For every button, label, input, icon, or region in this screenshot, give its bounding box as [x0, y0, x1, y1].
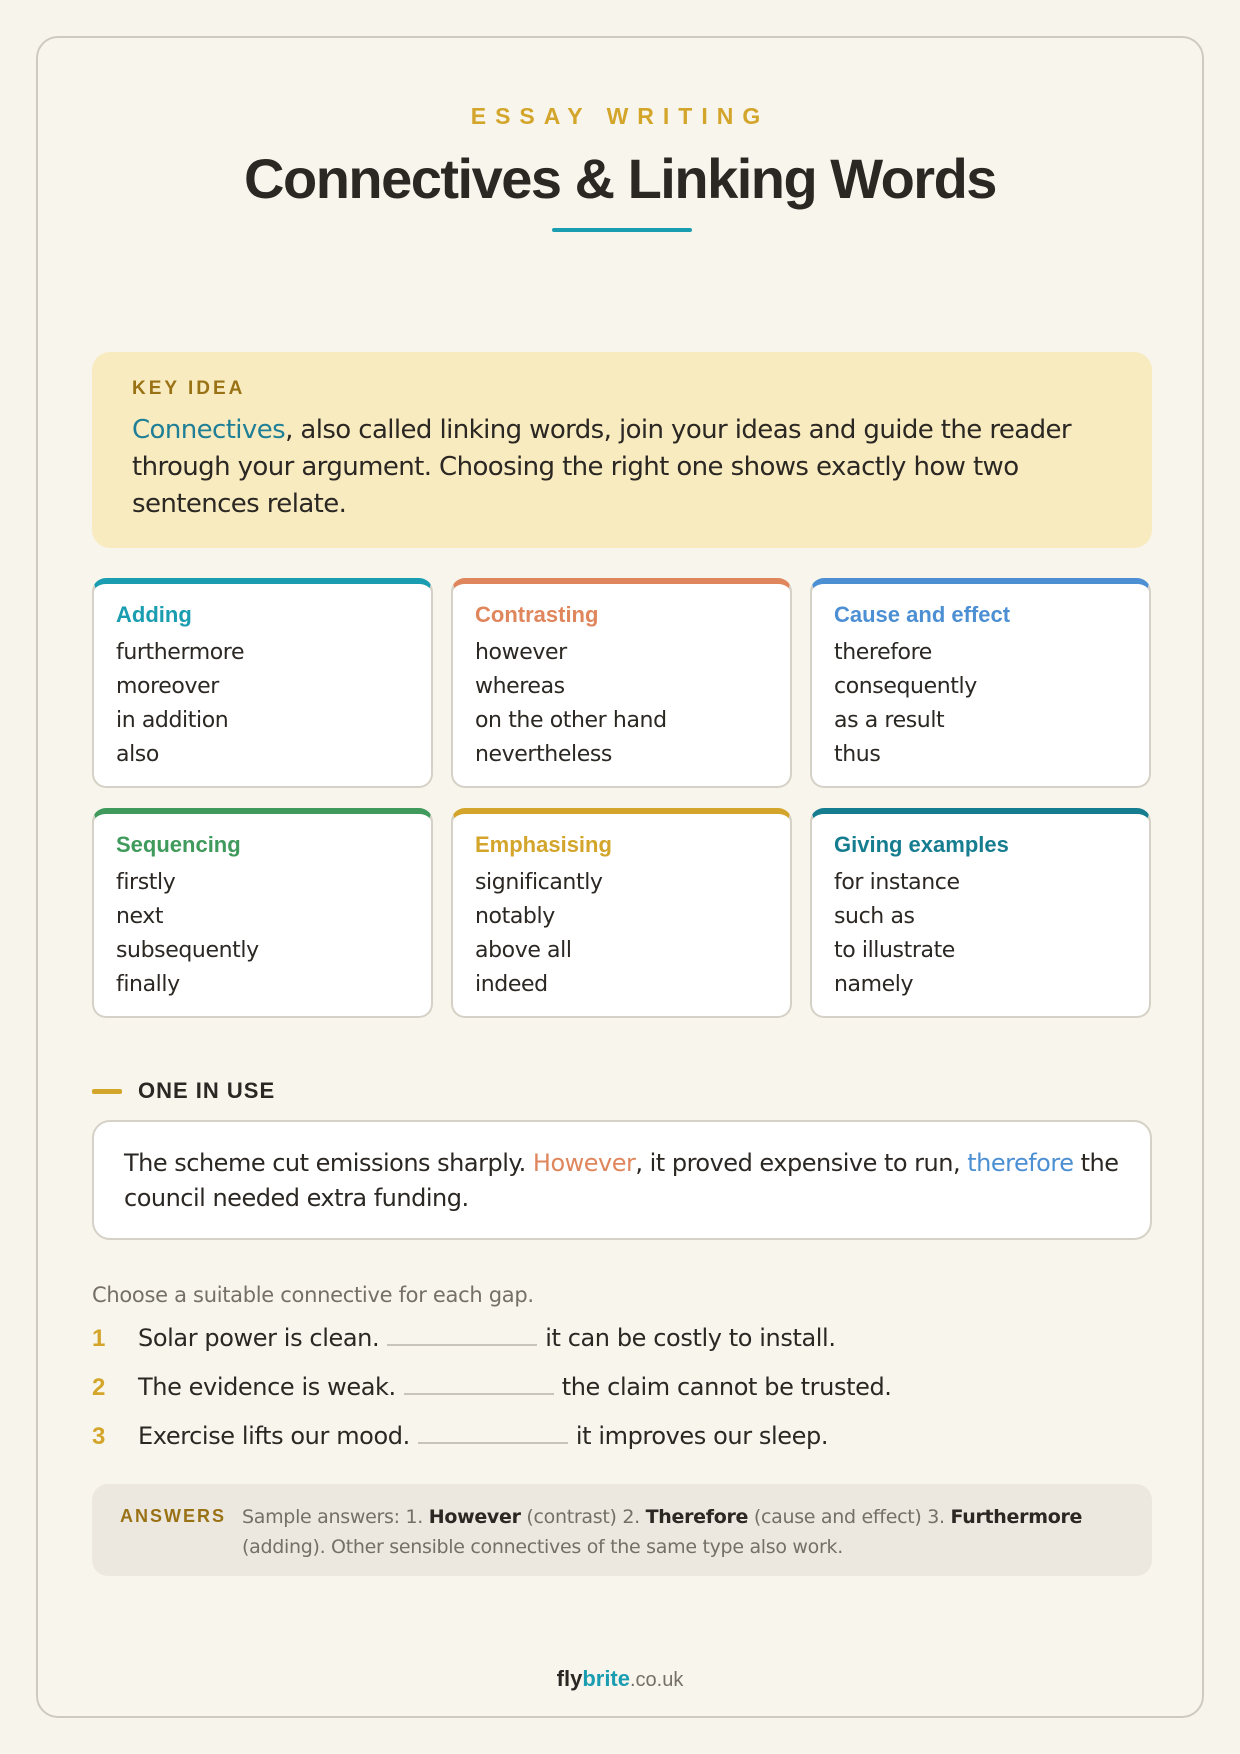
example-text: the council needed extra funding. — [124, 1149, 1119, 1212]
connective-word: finally — [116, 972, 180, 997]
category-card-cause-and-effect — [810, 578, 1151, 788]
connective-word: on the other hand — [475, 708, 667, 733]
connective-word: therefore — [834, 640, 932, 665]
connective-word: such as — [834, 904, 915, 929]
title-underline — [552, 228, 692, 232]
one-in-use-heading — [92, 1078, 275, 1104]
category-card-adding — [92, 578, 433, 788]
connective-word: firstly — [116, 870, 176, 895]
exercise-item — [92, 1422, 1152, 1471]
item-text-before: The evidence is weak. — [138, 1373, 396, 1401]
key-idea-text — [132, 412, 1092, 523]
connective-word: as a result — [834, 708, 945, 733]
example-sentence-box — [92, 1120, 1152, 1240]
gap-blank[interactable] — [387, 1326, 537, 1346]
item-text-before: Exercise lifts our mood. — [138, 1422, 410, 1450]
key-idea-term: Connectives — [132, 415, 286, 445]
answers-text — [242, 1502, 1124, 1558]
answers-label: ANSWERS — [120, 1506, 227, 1526]
exercise-item — [92, 1324, 1152, 1373]
connective-word: whereas — [475, 674, 565, 699]
gap-blank[interactable] — [418, 1424, 568, 1444]
item-number: 2 — [92, 1374, 105, 1401]
page-title: Connectives & Linking Words — [244, 147, 996, 210]
answers-intro: Sample answers: 1. — [242, 1506, 429, 1528]
connective-word: for instance — [834, 870, 960, 895]
connective-word: significantly — [475, 870, 603, 895]
connective-word: to illustrate — [834, 938, 955, 963]
example-text: The scheme cut emissions sharply. — [124, 1149, 533, 1177]
answer-1: However — [428, 1506, 521, 1528]
connective-word: namely — [834, 972, 914, 997]
answers-box — [92, 1484, 1152, 1576]
item-text-after: the claim cannot be trusted. — [561, 1373, 892, 1401]
connective-word: above all — [475, 938, 572, 963]
answer-3: Furthermore — [950, 1506, 1083, 1528]
connective-word: also — [116, 742, 159, 767]
answer-note: (contrast) 2. — [520, 1506, 646, 1528]
section-label: ONE IN USE — [138, 1078, 276, 1103]
worksheet-page — [36, 36, 1204, 1718]
connective-word: furthermore — [116, 640, 245, 665]
category-card-giving-examples — [810, 808, 1151, 1018]
category-title: Giving examples — [834, 832, 1009, 857]
key-idea-body: , also called linking words, join your ideas and guide the reader through your argument. Choosing the right one shows exactly how two sentences relate. — [132, 415, 1071, 519]
brand-domain: .co.uk — [630, 1669, 684, 1691]
exercise-list — [92, 1324, 1152, 1471]
item-text-after: it improves our sleep. — [575, 1422, 829, 1450]
heading-dash — [92, 1089, 122, 1094]
connective-word: notably — [475, 904, 555, 929]
example-connective-contrast: However — [532, 1149, 636, 1177]
connective-categories — [92, 578, 1152, 1018]
category-title: Cause and effect — [834, 602, 1011, 627]
category-card-contrasting — [451, 578, 792, 788]
category-title: Sequencing — [116, 832, 241, 857]
example-connective-cause: therefore — [967, 1149, 1074, 1177]
connective-word: indeed — [475, 972, 548, 997]
answer-note: (cause and effect) 3. — [748, 1506, 951, 1528]
example-text: , it proved expensive to run, — [635, 1149, 968, 1177]
exercise-instruction: Choose a suitable connective for each gap. — [92, 1283, 534, 1307]
connective-word: thus — [834, 742, 881, 767]
item-text-after: it can be costly to install. — [545, 1324, 836, 1352]
connective-word: subsequently — [116, 938, 259, 963]
category-title: Contrasting — [475, 602, 599, 627]
gap-blank[interactable] — [404, 1375, 554, 1395]
category-card-emphasising — [451, 808, 792, 1018]
connective-word: however — [475, 640, 567, 665]
answer-note: (adding). Other sensible connectives of the same type also work. — [242, 1536, 843, 1558]
item-text-before: Solar power is clean. — [138, 1324, 380, 1352]
eyebrow-label: ESSAY WRITING — [470, 103, 770, 129]
brand-fly: fly — [556, 1666, 583, 1691]
footer-brand — [38, 1666, 1202, 1692]
category-title: Emphasising — [475, 832, 612, 857]
key-idea-label: KEY IDEA — [132, 378, 246, 399]
connective-word: moreover — [116, 674, 219, 699]
answer-2: Therefore — [645, 1506, 749, 1528]
exercise-item — [92, 1373, 1152, 1422]
connective-word: in addition — [116, 708, 229, 733]
connective-word: next — [116, 904, 164, 929]
connective-word: consequently — [834, 674, 977, 699]
category-title: Adding — [116, 602, 192, 627]
item-number: 3 — [92, 1423, 105, 1450]
connective-word: nevertheless — [475, 742, 612, 767]
brand-brite: brite — [582, 1666, 630, 1691]
item-number: 1 — [92, 1325, 105, 1352]
key-idea-box — [92, 352, 1152, 548]
category-card-sequencing — [92, 808, 433, 1018]
